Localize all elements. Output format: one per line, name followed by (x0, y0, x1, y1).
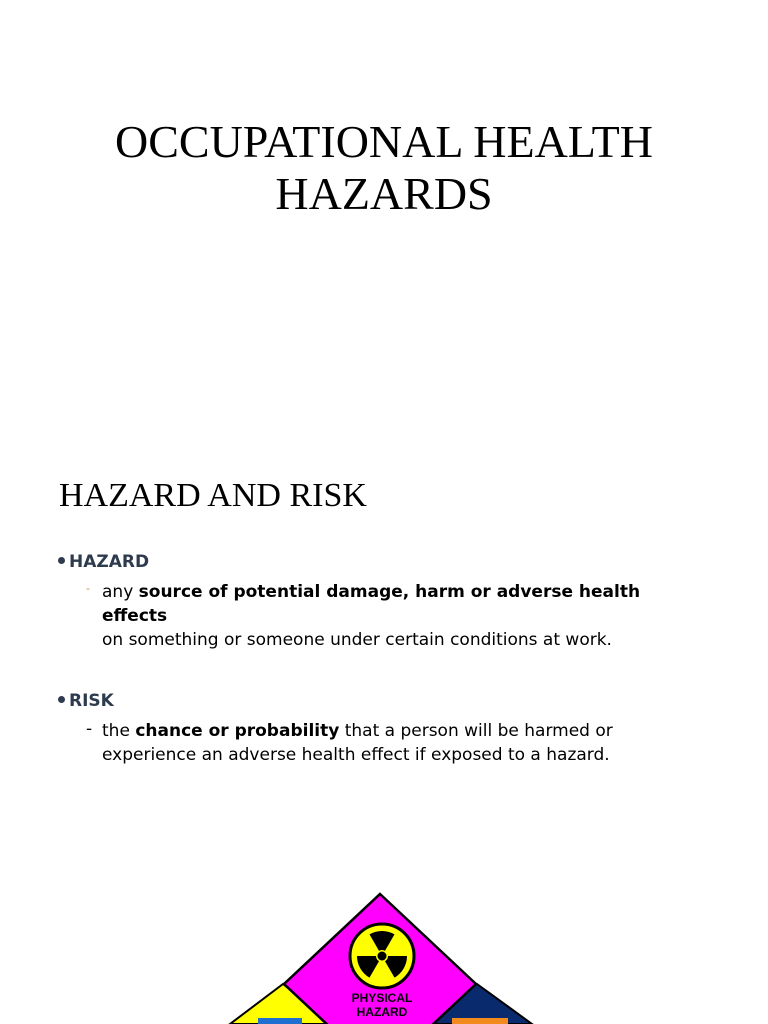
bullet-dot-icon (58, 557, 65, 564)
risk-label: RISK (69, 691, 114, 711)
hazard-label: HAZARD (69, 552, 150, 572)
slide-1-title (40, 116, 728, 220)
sign-line-2: HAZARD (356, 1005, 408, 1019)
hazard-dash: - (86, 582, 90, 595)
sign-line-1: PHYSICAL (351, 991, 413, 1005)
risk-bold: chance or probability (135, 721, 340, 741)
radiation-icon (350, 924, 414, 988)
risk-pre: the (102, 721, 136, 741)
bullet-risk (58, 690, 114, 712)
slide-2-title: HAZARD AND RISK (59, 477, 367, 514)
risk-definition (102, 719, 662, 767)
hazard-definition (102, 580, 708, 652)
risk-dash: - (86, 719, 93, 739)
hazard-sign-graphic (0, 880, 768, 1024)
hazard-bold: source of potential damage, harm or adverse health effects (102, 582, 641, 626)
hazard-post: on something or someone under certain conditions at work. (102, 630, 612, 650)
risk-post: that a person will be harmed or experience an adverse health effect if exposed to a hazard. (102, 721, 613, 765)
title-line-1: OCCUPATIONAL HEALTH (115, 116, 653, 167)
left-diamond-inner-icon (258, 1018, 302, 1024)
bullet-dot-icon (58, 696, 65, 703)
right-diamond-inner-icon (452, 1018, 508, 1024)
bullet-hazard (58, 551, 149, 573)
hazard-pre: any (102, 582, 139, 602)
title-line-2: HAZARDS (275, 168, 493, 219)
